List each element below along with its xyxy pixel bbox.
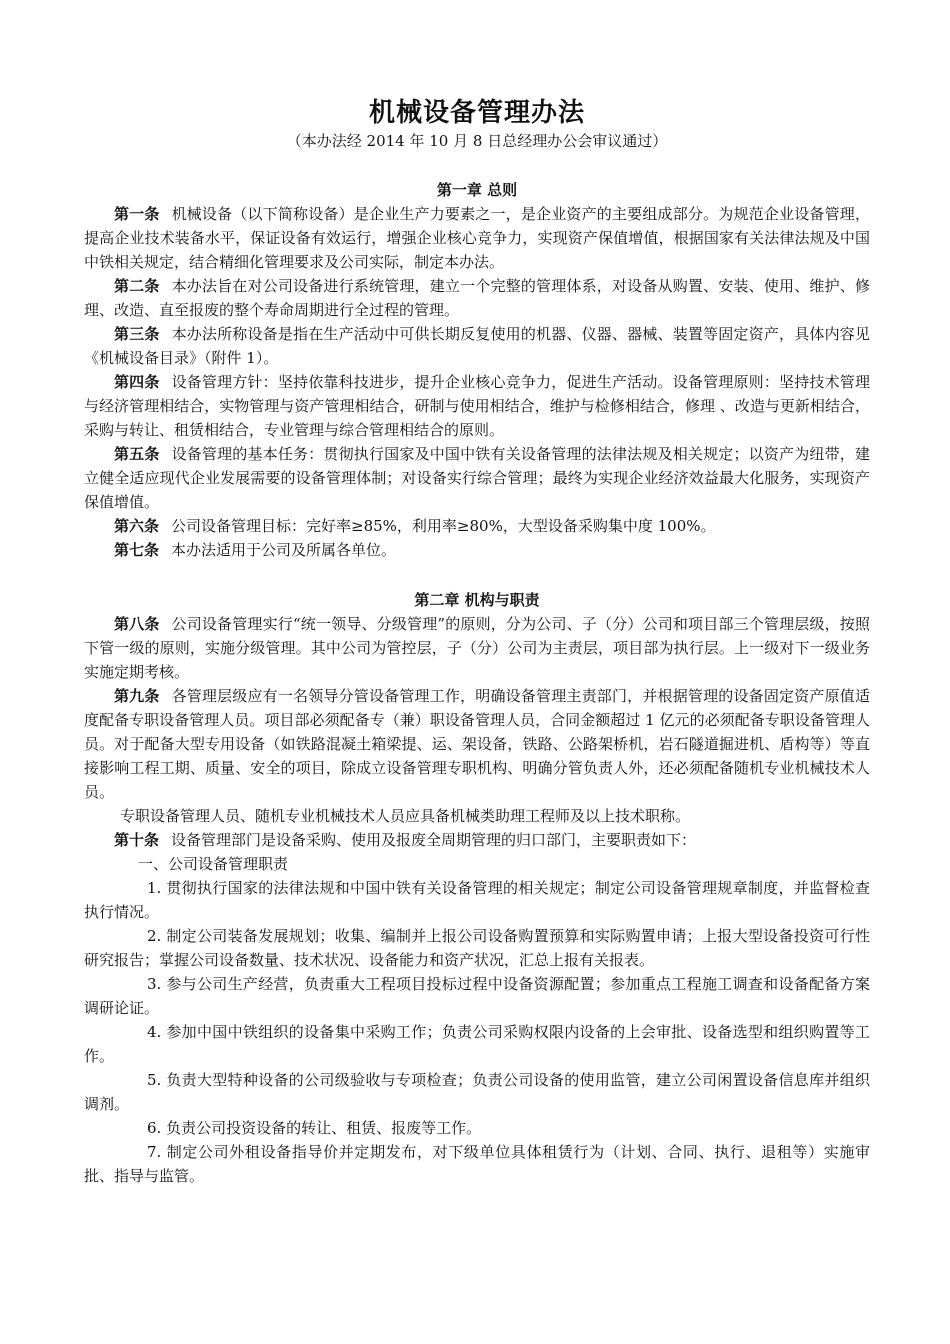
article-label: 第六条 [114,517,160,535]
article-label: 第五条 [114,445,160,463]
article-label: 第二条 [114,277,160,295]
article-text: 机械设备（以下简称设备）是企业生产力要素之一，是企业资产的主要组成部分。为规范企业设备管理，提高企业技术装备水平，保证设备有效运行，增强企业核心竞争力，实现资产保值增值，根据国家有关法律法规及中国中铁相关规定，结合精细化管理要求及公司实际，制定本办法。 [84,205,870,271]
article-label: 第四条 [114,373,160,391]
document-subtitle: （本办法经 2014 年 10 月 8 日总经理办公会审议通过） [286,132,668,150]
list-item: 4. 参加中国中铁组织的设备集中采购工作；负责公司采购权限内设备的上会审批、设备选型和组织购置等工作。 [84,1023,870,1065]
list-item: 6. 负责公司投资设备的转让、租赁、报废等工作。 [147,1119,482,1137]
article-2 [84,274,870,322]
article-text: 设备管理方针：坚持依靠科技进步，提升企业核心竞争力，促进生产活动。设备管理原则：坚持技术管理与经济管理相结合，实物管理与资产管理相结合，研制与使用相结合，维护与检修相结合，修理 、改造与更新相结合，采购与转让、租赁相结合，专业管理与综合管理相结合的原则。 [84,373,870,439]
list-item: 1. 贯彻执行国家的法律法规和中国中铁有关设备管理的相关规定；制定公司设备管理规章制度，并监督检查执行情况。 [84,879,870,921]
article-7 [84,538,870,562]
article-label: 第一条 [114,205,160,223]
document-page [84,96,870,1188]
article-label: 第十条 [114,831,160,849]
article-9 [84,684,870,804]
list-item: 7. 制定公司外租设备指导价并定期发布，对下级单位具体租赁行为（计划、合同、执行、退租等）实施审批、指导与监管。 [84,1143,870,1185]
article-6 [84,514,870,538]
article-label: 第三条 [114,325,160,343]
article-text: 各管理层级应有一名领导分管设备管理工作，明确设备管理主责部门，并根据管理的设备固定资产原值适度配备专职设备管理人员。项目部必须配备专（兼）职设备管理人员，合同金额超过 1 亿元的必须配备专职设备管理人员。对于配备大型专用设备（如铁路混凝土箱梁提、运、架设备，铁路、公路架桥机，岩石隧道掘进机、盾构等）等直接影响工程工期、质量、安全的项目，除成立设备管理专职机构、明确分管负责人外，还必须配备随机专业机械技术人员。 [84,687,870,801]
article-text: 设备管理的基本任务：贯彻执行国家及中国中铁有关设备管理的法律法规及相关规定；以资产为纽带，建立健全适应现代企业发展需要的设备管理体制；对设备实行综合管理；最终为实现企业经济效益最大化服务，实现资产保值增值。 [84,445,870,511]
article-text: 本办法旨在对公司设备进行系统管理，建立一个完整的管理体系，对设备从购置、安装、使用、维护、修理、改造、直至报废的整个寿命周期进行全过程的管理。 [84,277,870,319]
chapter-1-heading: 第一章 总则 [436,181,518,199]
article-text: 本办法所称设备是指在生产活动中可供长期反复使用的机器、仪器、器械、装置等固定资产，具体内容见《机械设备目录》（附件 1）。 [84,325,870,367]
article-9-note: 专职设备管理人员、随机专业机械技术人员应具备机械类助理工程师及以上技术职称。 [120,807,691,825]
list-item: 2. 制定公司装备发展规划；收集、编制并上报公司设备购置预算和实际购置申请；上报大型设备投资可行性研究报告；掌握公司设备数量、技术状况、设备能力和资产状况，汇总上报有关报表。 [84,927,870,969]
list-item: 3. 参与公司生产经营，负责重大工程项目投标过程中设备资源配置；参加重点工程施工调查和设备配备方案调研论证。 [84,975,870,1017]
list-item: 5. 负责大型特种设备的公司级验收与专项检查；负责公司设备的使用监管，建立公司闲置设备信息库并组织调剂。 [84,1071,870,1113]
article-1 [84,202,870,274]
article-text: 公司设备管理目标：完好率≥85%，利用率≥80%，大型设备采购集中度 100%。 [171,517,716,535]
article-10 [84,828,870,852]
chapter-2-heading: 第二章 机构与职责 [414,591,540,609]
article-text: 本办法适用于公司及所属各单位。 [171,541,397,559]
article-3 [84,322,870,370]
article-4 [84,370,870,442]
section-heading: 一、公司设备管理职责 [138,855,289,873]
article-text: 公司设备管理实行“统一领导、分级管理”的原则，分为公司、子（分）公司和项目部三个管理层级，按照下管一级的原则，实施分级管理。其中公司为管控层，子（分）公司为主责层，项目部为执行层。上一级对下一级业务实施定期考核。 [84,615,870,681]
article-label: 第九条 [114,687,160,705]
article-label: 第八条 [114,615,160,633]
document-title: 机械设备管理办法 [368,98,585,128]
article-text: 设备管理部门是设备采购、使用及报废全周期管理的归口部门，主要职责如下： [171,831,697,849]
article-8 [84,612,870,684]
article-label: 第七条 [114,541,160,559]
article-5 [84,442,870,514]
